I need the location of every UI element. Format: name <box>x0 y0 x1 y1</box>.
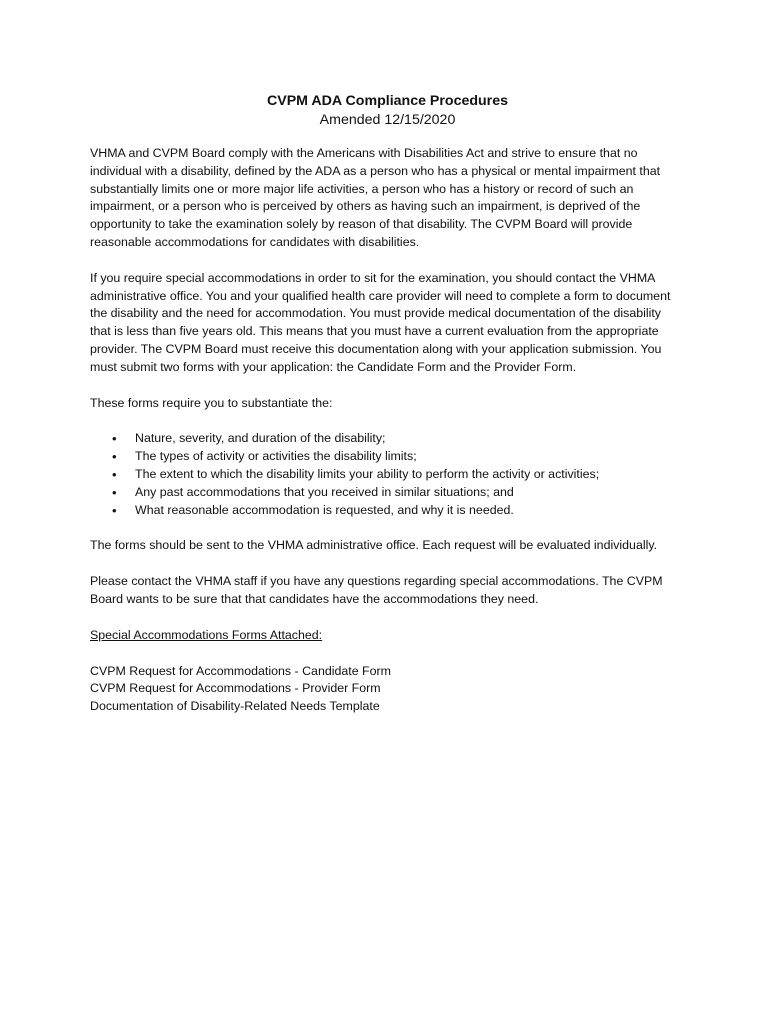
list-item <box>90 484 685 502</box>
document-body <box>90 92 685 716</box>
attached-forms-list <box>90 663 685 716</box>
list-item <box>90 448 685 466</box>
paragraph-ada-compliance: VHMA and CVPM Board comply with the Americans with Disabilities Act and strive to ensure that no individual with a disability, defined by the ADA as a person who has a physical or mental impairment that substantially limits one or more major life activities, a person who has a history or record of such an impairment, or a person who is perceived by others as having such an impairment, is deprived of the opportunity to take the examination solely by reason of that disability. The CVPM Board will provide reasonable accommodations for candidates with disabilities. <box>90 146 661 249</box>
bullet-icon: • <box>112 484 117 500</box>
document-title: CVPM ADA Compliance Procedures <box>267 93 508 109</box>
attached-form-needs-template: Documentation of Disability-Related Needs Template <box>90 699 380 714</box>
list-item <box>90 466 685 484</box>
paragraph-forms-require: These forms require you to substantiate the: <box>90 395 333 410</box>
list-item-text: Nature, severity, and duration of the disability; <box>135 431 386 446</box>
paragraph-contact-staff: Please contact the VHMA staff if you have any questions regarding special accommodations. The CVPM Board wants to be sure that that candidates have the accommodations they need. <box>90 574 663 606</box>
list-item-text: What reasonable accommodation is requested, and why it is needed. <box>135 502 514 517</box>
list-item-text: Any past accommodations that you received in similar situations; and <box>135 484 514 499</box>
attached-forms-heading: Special Accommodations Forms Attached: <box>90 627 323 642</box>
list-item-text: The extent to which the disability limits your ability to perform the activity or activities; <box>135 466 600 481</box>
list-item <box>90 430 685 448</box>
bullet-icon: • <box>112 466 117 482</box>
paragraph-forms-sent: The forms should be sent to the VHMA administrative office. Each request will be evaluated individually. <box>90 538 658 553</box>
list-item-text: The types of activity or activities the disability limits; <box>135 449 417 464</box>
substantiate-list <box>90 430 685 519</box>
bullet-icon: • <box>112 449 117 465</box>
attached-form-candidate: CVPM Request for Accommodations - Candidate Form <box>90 663 391 678</box>
bullet-icon: • <box>112 431 117 447</box>
list-item <box>90 502 685 520</box>
paragraph-special-accommodations: If you require special accommodations in order to sit for the examination, you should contact the VHMA administrative office. You and your qualified health care provider will need to complete a form to document the disability and the need for accommodation. You must provide medical documentation of the disability that is less than five years old. This means that you must have a current evaluation from the appropriate provider. The CVPM Board must receive this documentation along with your application submission. You must submit two forms with your application: the Candidate Form and the Provider Form. <box>90 270 671 374</box>
bullet-icon: • <box>112 502 117 518</box>
attached-form-provider: CVPM Request for Accommodations - Provider Form <box>90 681 381 696</box>
document-amended-date: Amended 12/15/2020 <box>319 112 456 128</box>
